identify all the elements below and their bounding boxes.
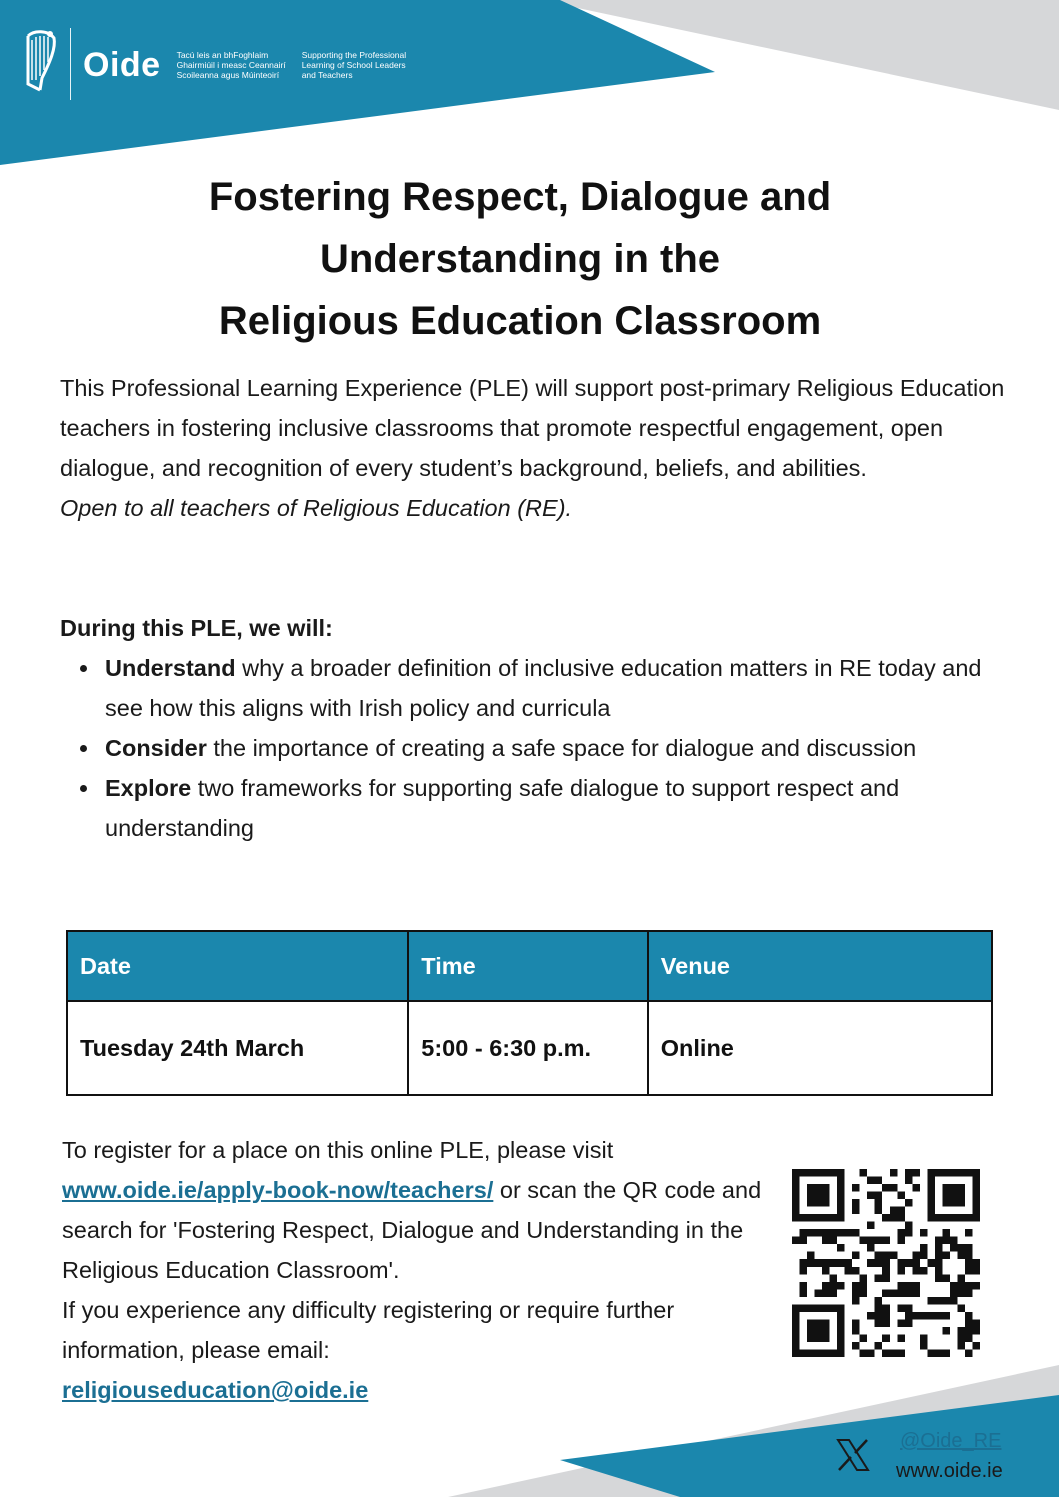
event-details-table: [66, 930, 993, 1096]
header-venue: Venue: [648, 931, 992, 1001]
table-header-row: [67, 931, 992, 1001]
help-text: If you experience any difficulty registering or require further information, please email:: [62, 1297, 675, 1363]
harp-icon: [20, 28, 60, 94]
objectives-list: [70, 648, 990, 848]
intro-paragraph: This Professional Learning Experience (PLE) will support post-primary Religious Education teachers in fostering inclusive classrooms that promote respectful engagement, open dialogue, and recognition of every student’s background, beliefs, and abilities.: [60, 375, 1005, 481]
social-handle-link[interactable]: @Oide_RE: [900, 1430, 1002, 1452]
title-line: Fostering Respect, Dialogue and: [208, 175, 832, 219]
oide-logo: [20, 28, 406, 100]
registration-section: [62, 1130, 762, 1410]
footer-website[interactable]: www.oide.ie: [896, 1460, 1003, 1482]
header-time: Time: [408, 931, 647, 1001]
intro-section: [60, 368, 1010, 528]
title-line: Understanding in the: [320, 237, 720, 281]
logo-divider: [70, 28, 71, 100]
register-intro: To register for a place on this online PLE, please visit: [62, 1137, 614, 1163]
table-row: [67, 1001, 992, 1095]
register-body: www.oide.ie/apply-book-now/teachers/ or scan the QR code and search for 'Fostering Respect, Dialogue and Understanding in the Religious Education Classroom'.: [62, 1177, 762, 1283]
page-title: [0, 166, 1040, 352]
cell-time: 5:00 - 6:30 p.m.: [408, 1001, 647, 1095]
tagline-irish: Tacú leis an bhFoghlaim Ghairmiúil i measc Ceannairí Scoileanna agus Múinteoirí: [176, 50, 286, 80]
during-heading: During this PLE, we will:: [60, 615, 333, 641]
qr-code[interactable]: [792, 1169, 980, 1357]
list-item: Explore two frameworks for supporting safe dialogue to support respect and understanding: [70, 768, 990, 848]
brand-name: Oide: [83, 46, 161, 84]
booking-link[interactable]: www.oide.ie/apply-book-now/teachers/: [62, 1177, 494, 1203]
header-date: Date: [67, 931, 408, 1001]
cell-venue: Online: [648, 1001, 992, 1095]
list-item: Consider the importance of creating a safe space for dialogue and discussion: [70, 728, 990, 768]
x-icon[interactable]: [836, 1438, 870, 1472]
intro-audience-note: Open to all teachers of Religious Education (RE).: [60, 495, 573, 521]
list-item: Understand why a broader definition of inclusive education matters in RE today and see how this aligns with Irish policy and curricula: [70, 648, 990, 728]
tagline-english: Supporting the Professional Learning of School Leaders and Teachers: [301, 50, 407, 80]
cell-date: Tuesday 24th March: [67, 1001, 408, 1095]
email-link[interactable]: religiouseducation@oide.ie: [62, 1377, 369, 1403]
title-line: Religious Education Classroom: [218, 299, 822, 343]
